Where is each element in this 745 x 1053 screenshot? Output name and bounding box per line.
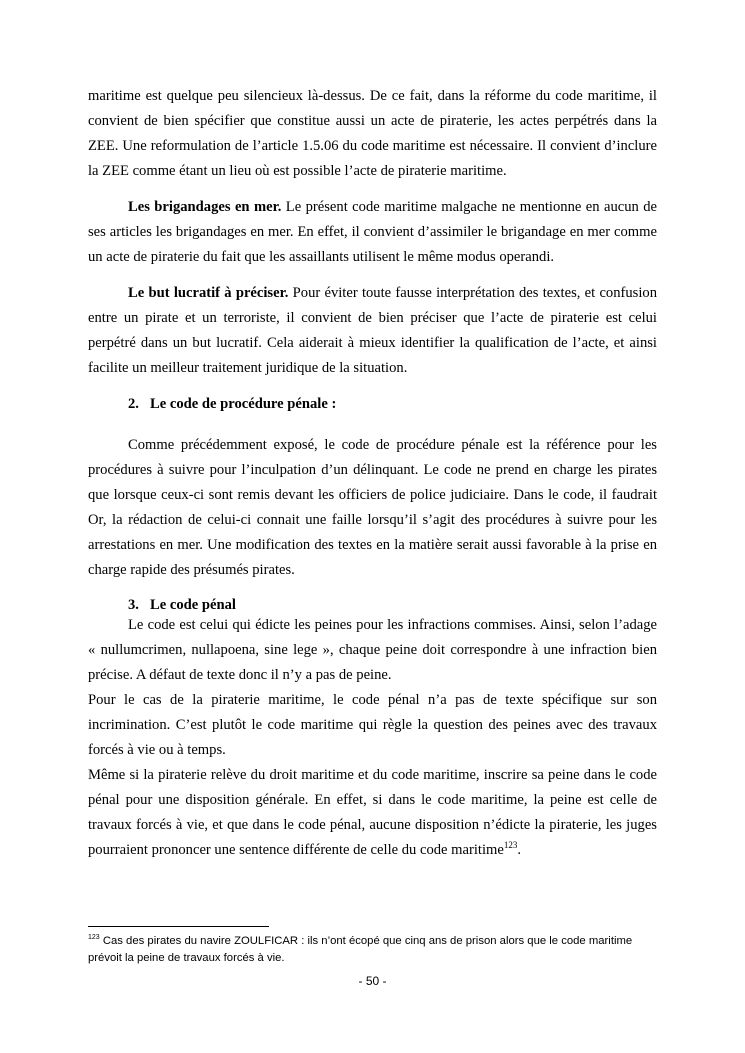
paragraph: [88, 281, 657, 381]
paragraph-text: Le présent code maritime malgache ne mentionne en aucun de ses articles les brigandages en mer. En effet, il convient d’assimiler le brigandage en mer comme un acte de piraterie du fait que les assaillants utilisent le même modus operandi.: [88, 199, 658, 265]
paragraph: [88, 433, 657, 583]
footnote-separator: [88, 926, 269, 927]
paragraph-text: Pour le cas de la piraterie maritime, le code pénal n’a pas de texte spécifique sur son incrimination. C’est plutôt le code maritime qui règle la question des peines avec des travaux forcés à vie ou à temps.: [88, 692, 657, 758]
page-body: [88, 84, 657, 863]
paragraph-text: Comme précédemment exposé, le code de procédure pénale est la référence pour les procédures à suivre pour l’inculpation d’un délinquant. Le code ne prend en charge les pirates que lorsque ceux-ci sont remis devant les officiers de police judiciaire. Dans le code, il faudrait Or, la rédaction de celui-ci connait une faille lorsqu’il s’agit des procédures à suivre pour les arrestations en mer. Une modification des textes en la matière serait aussi favorable à la prise en charge rapide des présumés pirates.: [88, 437, 657, 578]
section-number: 3.: [128, 597, 139, 613]
footnote: [88, 933, 657, 967]
paragraph-lead: Les brigandages en mer.: [128, 199, 282, 215]
paragraph-text: maritime est quelque peu silencieux là-dessus. De ce fait, dans la réforme du code maritime, il convient de bien spécifier que constitue aussi un acte de piraterie, les actes perpétrés dans la ZEE. Une reformulation de l’article 1.5.06 du code maritime est nécessaire. Il convient d’inclure la ZEE comme étant un lieu où est possible l’acte de piraterie maritime.: [88, 88, 657, 179]
section-heading: [128, 392, 657, 417]
section-title: Le code pénal: [150, 597, 236, 613]
paragraph-lead: Le but lucratif à préciser.: [128, 285, 289, 301]
section-number: 2.: [128, 396, 139, 412]
paragraph: [88, 763, 657, 863]
section-title: Le code de procédure pénale :: [150, 396, 337, 412]
footnote-text: Cas des pirates du navire ZOULFICAR : ils n’ont écopé que cinq ans de prison alors que le code maritime prévoit la peine de travaux forcés à vie.: [88, 935, 633, 964]
paragraph-end: .: [517, 842, 522, 858]
paragraph: [88, 195, 657, 270]
paragraph: [88, 613, 657, 688]
paragraph-text: Même si la piraterie relève du droit maritime et du code maritime, inscrire sa peine dans le code pénal pour une disposition générale. En effet, si dans le code maritime, la peine est celle de travaux forcés à vie, et que dans le code pénal, aucune disposition n’édicte la piraterie, les juges pourraient prononcer une sentence différente de celle du code maritime: [88, 767, 657, 858]
footnote-number: 123: [88, 934, 100, 942]
paragraph-text: Le code est celui qui édicte les peines pour les infractions commises. Ainsi, selon l’adage « nullumcrimen, nullapoena, sine lege », chaque peine doit correspondre à une infraction bien précise. A défaut de texte donc il n’y a pas de peine.: [88, 617, 657, 683]
footnote-reference[interactable]: 123: [503, 840, 518, 851]
section-heading: [128, 597, 657, 613]
paragraph: [88, 688, 657, 763]
paragraph-text: Pour éviter toute fausse interprétation des textes, et confusion entre un pirate et un terroriste, il convient de bien préciser que l’acte de piraterie est celui perpétré dans un but lucratif. Cela aiderait à mieux identifier la qualification de l’acte, et ainsi facilite un meilleur traitement juridique de la situation.: [88, 285, 658, 376]
paragraph: [88, 84, 657, 184]
page-number: - 50 -: [358, 974, 387, 988]
